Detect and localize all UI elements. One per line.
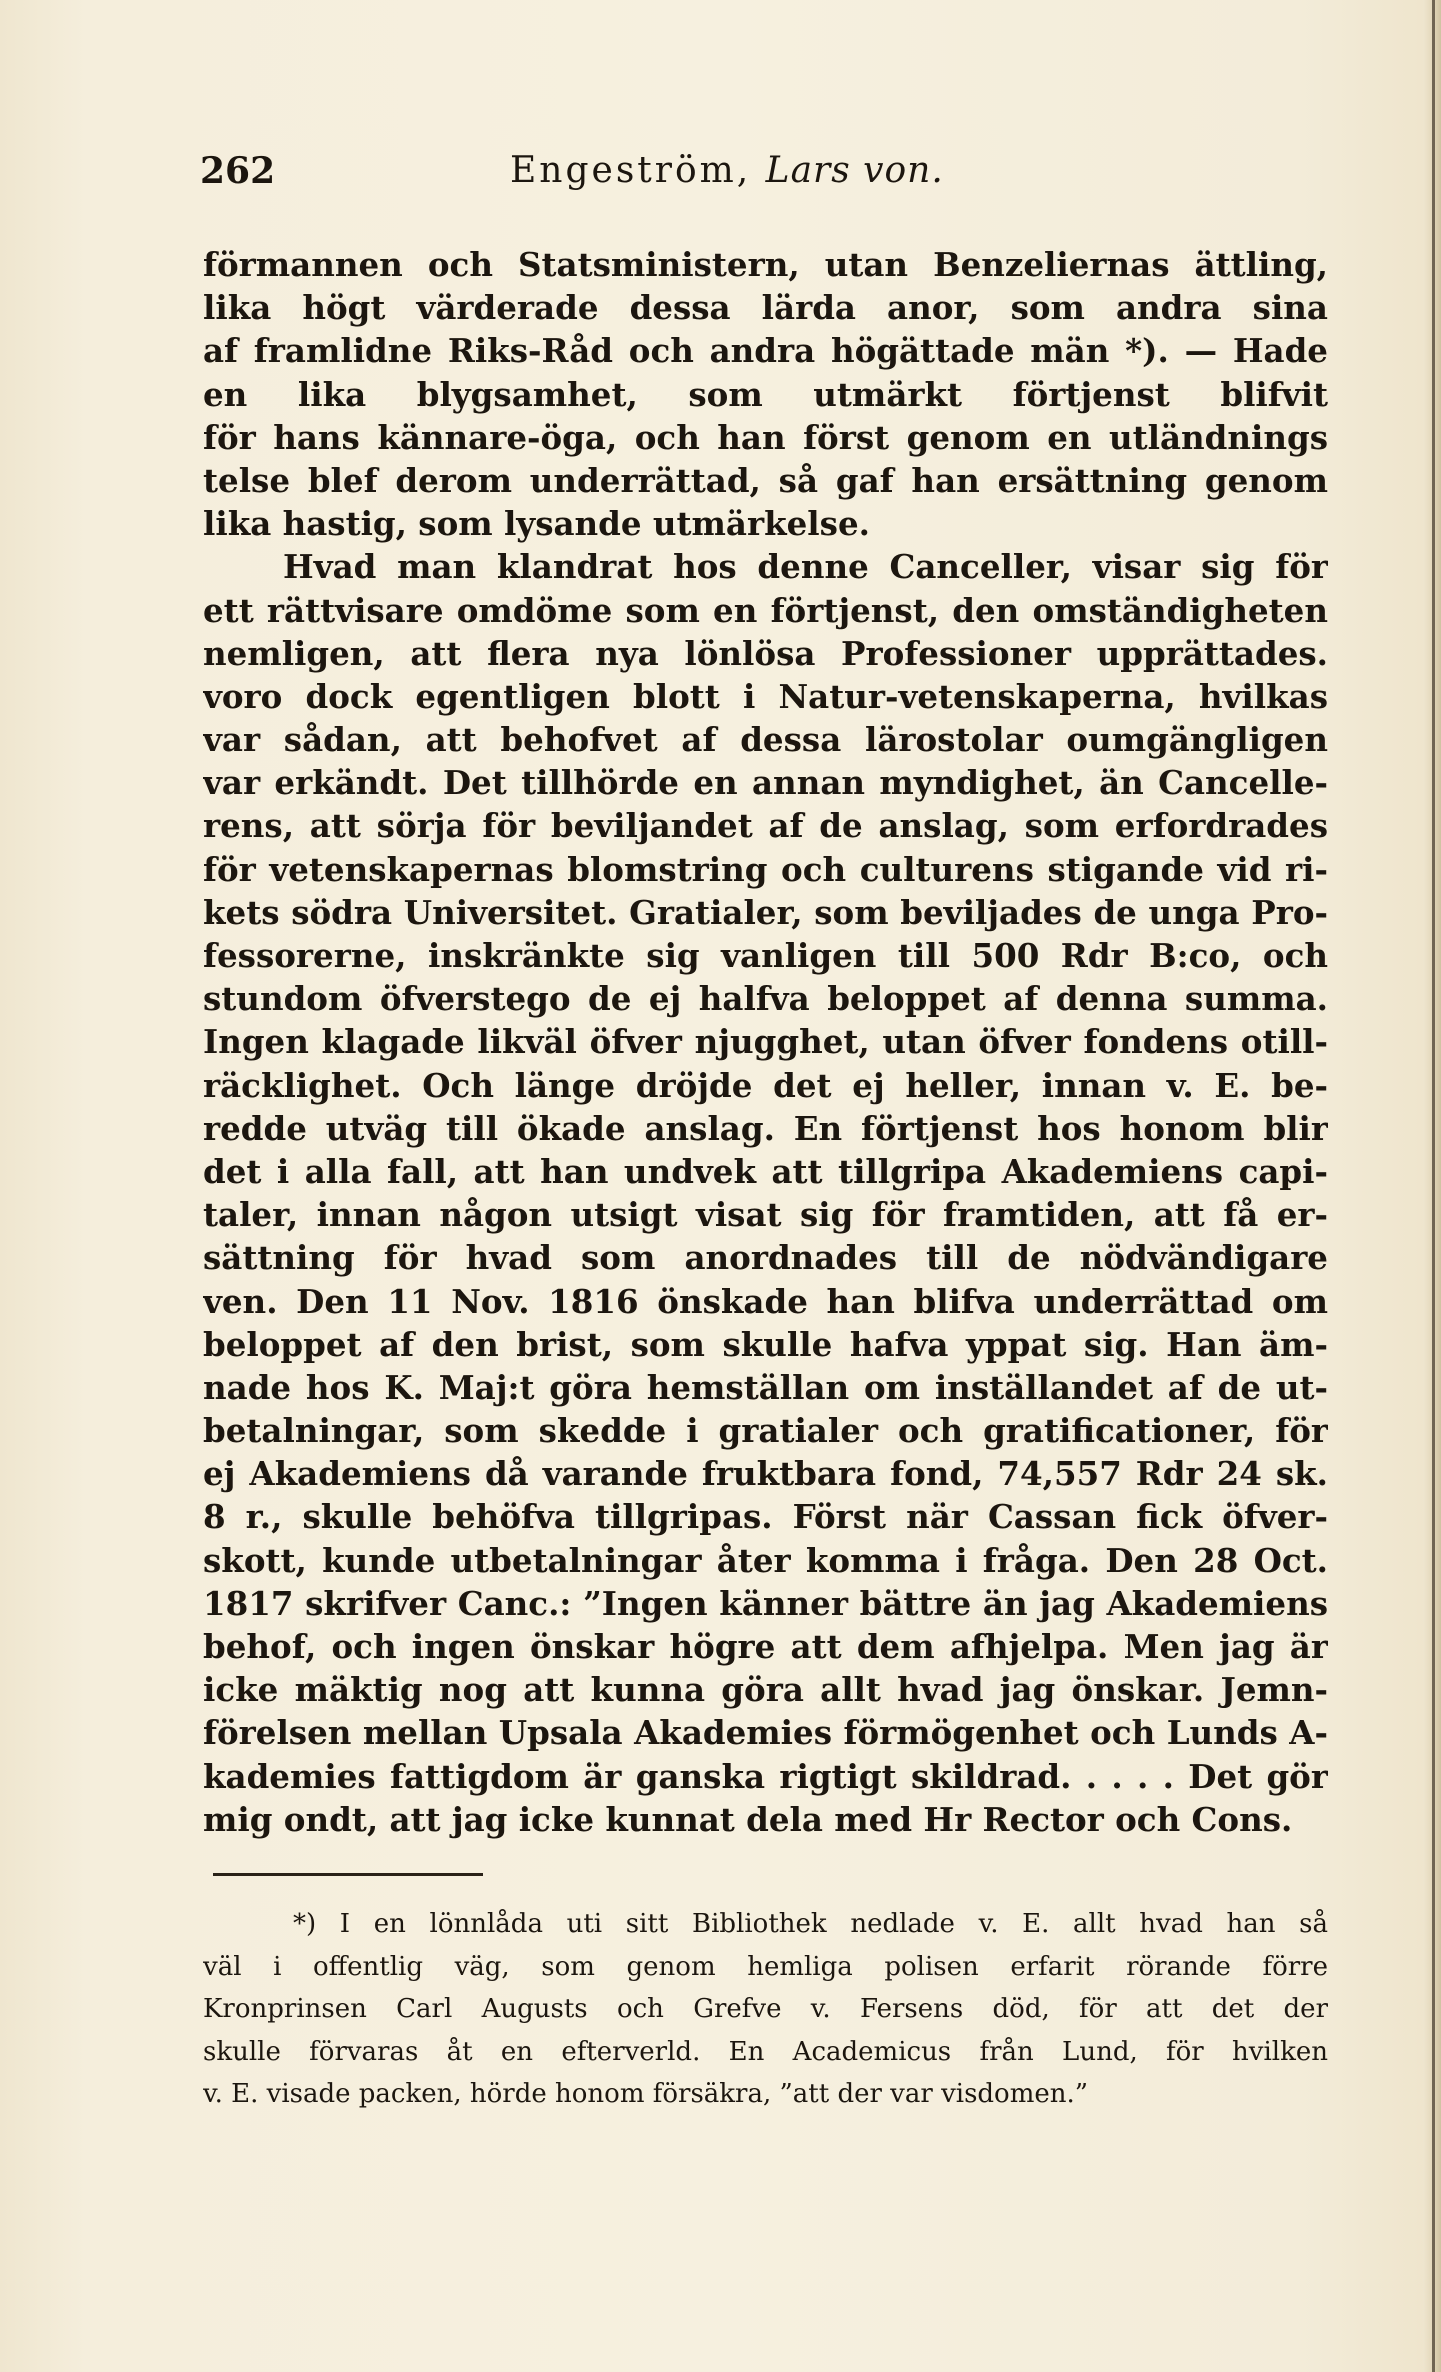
text-line: redde utväg till ökade anslag. En förtjenst hos honom blir — [203, 1108, 1328, 1148]
text-line: rens, att sörja för beviljandet af de anslag, som erfordrades — [203, 806, 1328, 846]
text-line: telse blef derom underrättad, så gaf han ersättning genom — [203, 460, 1328, 500]
text-line: sättning för hvad som anordnades till de nödvändigare — [203, 1238, 1328, 1278]
text-line: taler, innan någon utsigt visat sig för framtiden, att få er- — [203, 1195, 1328, 1235]
running-head-name: Engeström, — [510, 150, 752, 191]
footnotes — [203, 1903, 1328, 2116]
text-line: betalningar, som skedde i gratialer och gratificationer, för — [203, 1411, 1328, 1451]
text-line: 8 r., skulle behöfva tillgripas. Först när Cassan fick öfver- — [203, 1497, 1328, 1537]
footnote-line: skulle förvaras åt en efterverld. En Academicus från Lund, för hvilken — [203, 2036, 1328, 2067]
footnote-divider — [213, 1873, 483, 1876]
text-line: af framlidne Riks-Råd och andra högättade män *). — Hade — [203, 331, 1328, 371]
text-line: förelsen mellan Upsala Akademies förmögenhet och Lunds A- — [203, 1713, 1328, 1753]
text-line: icke mäktig nog att kunna göra allt hvad jag önskar. Jemn- — [203, 1670, 1328, 1710]
text-line: lika högt värderade dessa lärda anor, som andra sina — [203, 288, 1328, 328]
footnote-line: väl i offentlig väg, som genom hemliga polisen erfarit rörande förre — [203, 1951, 1328, 1982]
text-line: ett rättvisare omdöme som en förtjenst, den omständigheten — [203, 590, 1328, 630]
body-text — [203, 243, 1328, 1841]
text-line: 1817 skrifver Canc.: ”Ingen känner bättre än jag Akademiens — [203, 1583, 1328, 1623]
text-line: Hvad man klandrat hos denne Canceller, visar sig för — [283, 547, 1328, 587]
text-line: beloppet af den brist, som skulle hafva yppat sig. Han äm- — [203, 1324, 1328, 1364]
text-line: var sådan, att behofvet af dessa lärostolar oumgängligen — [203, 720, 1328, 760]
text-line: nade hos K. Maj:t göra hemställan om inställandet af de ut- — [203, 1367, 1328, 1407]
text-line: för hans kännare-öga, och han först genom en utländnings — [203, 417, 1328, 457]
text-line: lika hastig, som lysande utmärkelse. — [203, 504, 870, 544]
text-line: fessorerne, inskränkte sig vanligen till 500 Rdr B:co, och — [203, 936, 1328, 975]
text-line: ven. Den 11 Nov. 1816 önskade han blifva underrättad om — [203, 1281, 1328, 1321]
text-line: det i alla fall, att han undvek att tillgripa Akademiens capi- — [203, 1151, 1328, 1191]
page-edge — [1423, 0, 1441, 2372]
text-line: var erkändt. Det tillhörde en annan myndighet, än Cancelle- — [203, 763, 1328, 803]
page-header — [200, 150, 1330, 210]
footnote-line: v. E. visade packen, hörde honom försäkra, ”att der var visdomen.” — [203, 2079, 1089, 2109]
text-line: Ingen klagade likväl öfver njugghet, utan öfver fondens otill- — [203, 1022, 1328, 1062]
footnote-line: *) I en lönnlåda uti sitt Bibliothek nedlade v. E. allt hvad han så — [293, 1909, 1328, 1939]
text-line: skott, kunde utbetalningar åter komma i fråga. Den 28 Oct. — [203, 1540, 1328, 1580]
text-line: kets södra Universitet. Gratialer, som beviljades de unga Pro- — [203, 892, 1328, 932]
text-line: nemligen, att flera nya lönlösa Professioner upprättades. — [203, 633, 1328, 673]
page-number: 262 — [200, 150, 276, 192]
page-edge-rule — [1432, 0, 1435, 2372]
running-head-given-name: Lars von. — [765, 150, 944, 191]
text-line: en lika blygsamhet, som utmärkt förtjenst blifvit — [203, 374, 1328, 414]
running-head — [510, 150, 944, 191]
text-line: voro dock egentligen blott i Natur-vetenskaperna, hvilkas — [203, 676, 1328, 716]
text-line: stundom öfverstego de ej halfva beloppet af denna summa. — [203, 979, 1328, 1019]
text-line: ej Akademiens då varande fruktbara fond, 74,557 Rdr 24 sk. — [203, 1454, 1328, 1494]
footnote-line: Kronprinsen Carl Augusts och Grefve v. Fersens död, för att det der — [203, 1994, 1328, 2024]
text-line: för vetenskapernas blomstring och culturens stigande vid ri- — [203, 849, 1328, 889]
text-line: mig ondt, att jag icke kunnat dela med Hr Rector och Cons. — [203, 1799, 1293, 1839]
text-line: räcklighet. Och länge dröjde det ej heller, innan v. E. be- — [203, 1065, 1328, 1105]
text-line: förmannen och Statsministern, utan Benzeliernas ättling, — [203, 245, 1328, 284]
text-line: behof, och ingen önskar högre att dem afhjelpa. Men jag är — [203, 1627, 1328, 1666]
text-line: kademies fattigdom är ganska rigtigt skildrad. . . . . Det gör — [203, 1756, 1328, 1796]
